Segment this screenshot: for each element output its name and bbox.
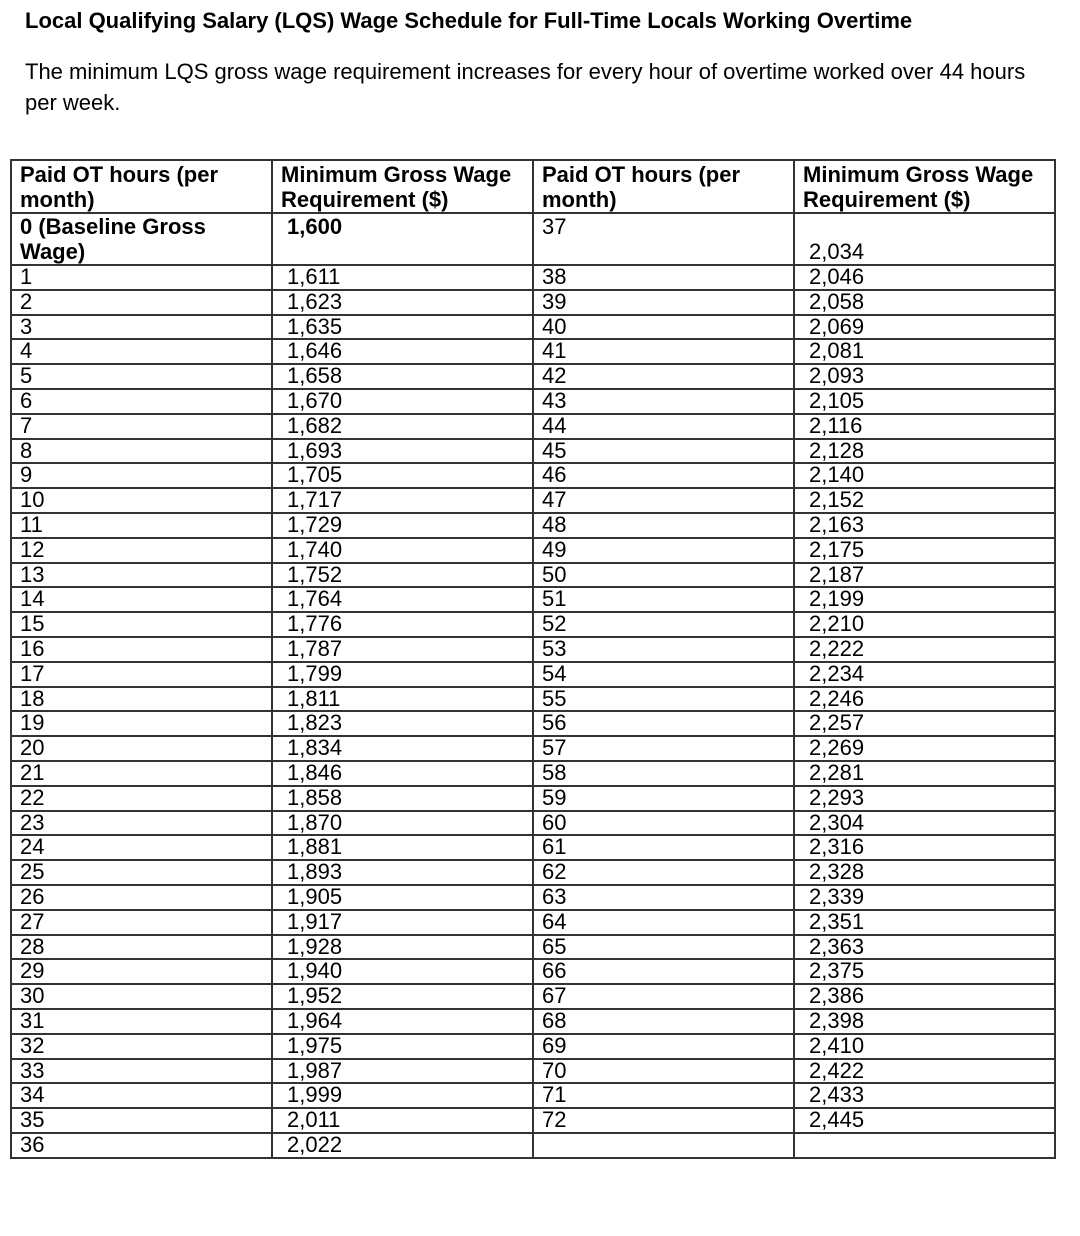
table-row <box>11 711 1055 736</box>
table-row <box>11 1009 1055 1034</box>
min-wage-cell: 2,081 <box>794 339 1055 364</box>
ot-hours-cell: 9 <box>11 463 272 488</box>
ot-hours-cell: 46 <box>533 463 794 488</box>
ot-hours-cell: 29 <box>11 959 272 984</box>
min-wage-cell: 1,975 <box>272 1034 533 1059</box>
min-wage-cell: 2,375 <box>794 959 1055 984</box>
min-wage-cell: 1,693 <box>272 439 533 464</box>
min-wage-cell: 1,952 <box>272 984 533 1009</box>
table-row <box>11 463 1055 488</box>
min-wage-cell: 2,281 <box>794 761 1055 786</box>
ot-hours-cell: 16 <box>11 637 272 662</box>
ot-hours-cell: 8 <box>11 439 272 464</box>
header-ot-hours-right: Paid OT hours (per month) <box>533 160 794 213</box>
baseline-hours2-cell: 37 <box>533 213 794 265</box>
min-wage-cell: 1,776 <box>272 612 533 637</box>
min-wage-cell: 1,811 <box>272 687 533 712</box>
ot-hours-cell: 41 <box>533 339 794 364</box>
ot-hours-cell: 25 <box>11 860 272 885</box>
min-wage-cell: 2,398 <box>794 1009 1055 1034</box>
ot-hours-cell: 13 <box>11 563 272 588</box>
min-wage-cell: 1,823 <box>272 711 533 736</box>
min-wage-cell: 2,363 <box>794 935 1055 960</box>
min-wage-cell: 2,187 <box>794 563 1055 588</box>
ot-hours-cell: 72 <box>533 1108 794 1133</box>
table-row <box>11 612 1055 637</box>
table-row <box>11 662 1055 687</box>
min-wage-cell: 2,257 <box>794 711 1055 736</box>
ot-hours-cell: 17 <box>11 662 272 687</box>
ot-hours-cell: 45 <box>533 439 794 464</box>
ot-hours-cell: 14 <box>11 587 272 612</box>
min-wage-cell: 2,069 <box>794 315 1055 340</box>
min-wage-cell: 1,940 <box>272 959 533 984</box>
min-wage-cell: 1,740 <box>272 538 533 563</box>
min-wage-cell: 1,764 <box>272 587 533 612</box>
min-wage-cell: 1,623 <box>272 290 533 315</box>
table-row <box>11 513 1055 538</box>
table-row <box>11 364 1055 389</box>
table-row <box>11 885 1055 910</box>
header-ot-hours-left: Paid OT hours (per month) <box>11 160 272 213</box>
ot-hours-cell: 24 <box>11 835 272 860</box>
ot-hours-cell: 10 <box>11 488 272 513</box>
min-wage-cell: 2,022 <box>272 1133 533 1158</box>
ot-hours-cell: 49 <box>533 538 794 563</box>
ot-hours-cell: 56 <box>533 711 794 736</box>
table-row <box>11 1083 1055 1108</box>
ot-hours-cell: 30 <box>11 984 272 1009</box>
min-wage-cell: 2,422 <box>794 1059 1055 1084</box>
min-wage-cell: 2,152 <box>794 488 1055 513</box>
ot-hours-cell: 21 <box>11 761 272 786</box>
min-wage-cell: 2,175 <box>794 538 1055 563</box>
ot-hours-cell: 12 <box>11 538 272 563</box>
min-wage-cell: 2,046 <box>794 265 1055 290</box>
ot-hours-cell: 47 <box>533 488 794 513</box>
min-wage-cell: 2,410 <box>794 1034 1055 1059</box>
ot-hours-cell: 59 <box>533 786 794 811</box>
ot-hours-cell: 70 <box>533 1059 794 1084</box>
ot-hours-cell: 4 <box>11 339 272 364</box>
ot-hours-cell: 66 <box>533 959 794 984</box>
ot-hours-cell: 62 <box>533 860 794 885</box>
ot-hours-cell: 7 <box>11 414 272 439</box>
min-wage-cell: 1,787 <box>272 637 533 662</box>
ot-hours-cell: 20 <box>11 736 272 761</box>
table-row <box>11 984 1055 1009</box>
ot-hours-cell: 1 <box>11 265 272 290</box>
table-row <box>11 761 1055 786</box>
ot-hours-cell: 43 <box>533 389 794 414</box>
min-wage-cell: 1,858 <box>272 786 533 811</box>
min-wage-cell: 1,846 <box>272 761 533 786</box>
min-wage-cell: 2,316 <box>794 835 1055 860</box>
min-wage-cell: 2,269 <box>794 736 1055 761</box>
table-row <box>11 1108 1055 1133</box>
intro-paragraph: The minimum LQS gross wage requirement increases for every hour of overtime worked over 44 hours per week. <box>25 59 1026 115</box>
ot-hours-cell: 28 <box>11 935 272 960</box>
ot-hours-cell: 22 <box>11 786 272 811</box>
min-wage-cell: 1,928 <box>272 935 533 960</box>
min-wage-cell: 1,999 <box>272 1083 533 1108</box>
min-wage-cell: 2,222 <box>794 637 1055 662</box>
table-row <box>11 786 1055 811</box>
table-row <box>11 935 1055 960</box>
table-header-row <box>11 160 1055 213</box>
min-wage-cell: 1,635 <box>272 315 533 340</box>
table-row <box>11 860 1055 885</box>
min-wage-cell: 1,682 <box>272 414 533 439</box>
ot-hours-cell: 6 <box>11 389 272 414</box>
document-title: Local Qualifying Salary (LQS) Wage Schedule for Full-Time Locals Working Overtime <box>25 8 913 33</box>
ot-hours-cell: 18 <box>11 687 272 712</box>
table-row <box>11 811 1055 836</box>
min-wage-cell: 2,304 <box>794 811 1055 836</box>
table-row <box>11 290 1055 315</box>
ot-hours-cell: 58 <box>533 761 794 786</box>
ot-hours-cell: 33 <box>11 1059 272 1084</box>
header-min-wage-left: Minimum Gross Wage Requirement ($) <box>272 160 533 213</box>
ot-hours-cell: 2 <box>11 290 272 315</box>
ot-hours-cell: 44 <box>533 414 794 439</box>
table-row <box>11 959 1055 984</box>
ot-hours-cell: 55 <box>533 687 794 712</box>
min-wage-cell: 2,199 <box>794 587 1055 612</box>
min-wage-cell: 2,116 <box>794 414 1055 439</box>
min-wage-cell: 1,893 <box>272 860 533 885</box>
ot-hours-cell: 19 <box>11 711 272 736</box>
ot-hours-cell: 35 <box>11 1108 272 1133</box>
ot-hours-cell: 31 <box>11 1009 272 1034</box>
table-row <box>11 736 1055 761</box>
table-row <box>11 563 1055 588</box>
min-wage-cell: 1,717 <box>272 488 533 513</box>
table-row <box>11 1034 1055 1059</box>
ot-hours-cell: 69 <box>533 1034 794 1059</box>
table-row <box>11 1059 1055 1084</box>
ot-hours-cell: 52 <box>533 612 794 637</box>
ot-hours-cell: 38 <box>533 265 794 290</box>
ot-hours-cell: 48 <box>533 513 794 538</box>
table-row <box>11 587 1055 612</box>
header-min-wage-right: Minimum Gross Wage Requirement ($) <box>794 160 1055 213</box>
ot-hours-cell: 57 <box>533 736 794 761</box>
min-wage-cell: 1,729 <box>272 513 533 538</box>
min-wage-cell: 1,881 <box>272 835 533 860</box>
ot-hours-cell: 40 <box>533 315 794 340</box>
baseline-row <box>11 213 1055 265</box>
ot-hours-cell: 65 <box>533 935 794 960</box>
ot-hours-cell: 3 <box>11 315 272 340</box>
table-row <box>11 315 1055 340</box>
table-row <box>11 439 1055 464</box>
ot-hours-cell: 15 <box>11 612 272 637</box>
baseline-wage2-cell: 2,034 <box>794 213 1055 265</box>
ot-hours-cell: 42 <box>533 364 794 389</box>
min-wage-cell: 1,646 <box>272 339 533 364</box>
table-row <box>11 538 1055 563</box>
min-wage-cell: 2,328 <box>794 860 1055 885</box>
min-wage-cell: 2,093 <box>794 364 1055 389</box>
ot-hours-cell: 50 <box>533 563 794 588</box>
table-row <box>11 687 1055 712</box>
table-row <box>11 339 1055 364</box>
ot-hours-cell: 27 <box>11 910 272 935</box>
ot-hours-cell: 11 <box>11 513 272 538</box>
ot-hours-cell: 67 <box>533 984 794 1009</box>
ot-hours-cell: 23 <box>11 811 272 836</box>
min-wage-cell: 1,870 <box>272 811 533 836</box>
ot-hours-cell: 61 <box>533 835 794 860</box>
min-wage-cell: 1,917 <box>272 910 533 935</box>
ot-hours-cell: 68 <box>533 1009 794 1034</box>
ot-hours-cell: 54 <box>533 662 794 687</box>
min-wage-cell: 2,246 <box>794 687 1055 712</box>
ot-hours-cell: 26 <box>11 885 272 910</box>
min-wage-cell <box>794 1133 1055 1158</box>
min-wage-cell: 2,128 <box>794 439 1055 464</box>
baseline-hours-cell: 0 (Baseline Gross Wage) <box>11 213 272 265</box>
min-wage-cell: 2,058 <box>794 290 1055 315</box>
ot-hours-cell: 60 <box>533 811 794 836</box>
table-row <box>11 265 1055 290</box>
min-wage-cell: 1,705 <box>272 463 533 488</box>
min-wage-cell: 2,293 <box>794 786 1055 811</box>
ot-hours-cell: 51 <box>533 587 794 612</box>
baseline-wage-cell: 1,600 <box>272 213 533 265</box>
ot-hours-cell: 71 <box>533 1083 794 1108</box>
table-row <box>11 488 1055 513</box>
ot-hours-cell: 32 <box>11 1034 272 1059</box>
min-wage-cell: 2,105 <box>794 389 1055 414</box>
min-wage-cell: 2,140 <box>794 463 1055 488</box>
min-wage-cell: 1,752 <box>272 563 533 588</box>
min-wage-cell: 1,658 <box>272 364 533 389</box>
ot-hours-cell: 39 <box>533 290 794 315</box>
table-row <box>11 389 1055 414</box>
ot-hours-cell <box>533 1133 794 1158</box>
min-wage-cell: 1,905 <box>272 885 533 910</box>
wage-schedule-table <box>10 159 1056 1159</box>
min-wage-cell: 2,210 <box>794 612 1055 637</box>
min-wage-cell: 1,611 <box>272 265 533 290</box>
min-wage-cell: 2,386 <box>794 984 1055 1009</box>
ot-hours-cell: 63 <box>533 885 794 910</box>
min-wage-cell: 1,799 <box>272 662 533 687</box>
ot-hours-cell: 36 <box>11 1133 272 1158</box>
min-wage-cell: 2,433 <box>794 1083 1055 1108</box>
ot-hours-cell: 5 <box>11 364 272 389</box>
min-wage-cell: 2,234 <box>794 662 1055 687</box>
min-wage-cell: 2,163 <box>794 513 1055 538</box>
ot-hours-cell: 64 <box>533 910 794 935</box>
ot-hours-cell: 34 <box>11 1083 272 1108</box>
min-wage-cell: 2,445 <box>794 1108 1055 1133</box>
min-wage-cell: 2,339 <box>794 885 1055 910</box>
min-wage-cell: 2,011 <box>272 1108 533 1133</box>
table-row <box>11 910 1055 935</box>
ot-hours-cell: 53 <box>533 637 794 662</box>
table-row <box>11 835 1055 860</box>
table-row <box>11 637 1055 662</box>
min-wage-cell: 1,987 <box>272 1059 533 1084</box>
min-wage-cell: 1,834 <box>272 736 533 761</box>
min-wage-cell: 2,351 <box>794 910 1055 935</box>
min-wage-cell: 1,964 <box>272 1009 533 1034</box>
table-row <box>11 414 1055 439</box>
min-wage-cell: 1,670 <box>272 389 533 414</box>
table-row <box>11 1133 1055 1158</box>
